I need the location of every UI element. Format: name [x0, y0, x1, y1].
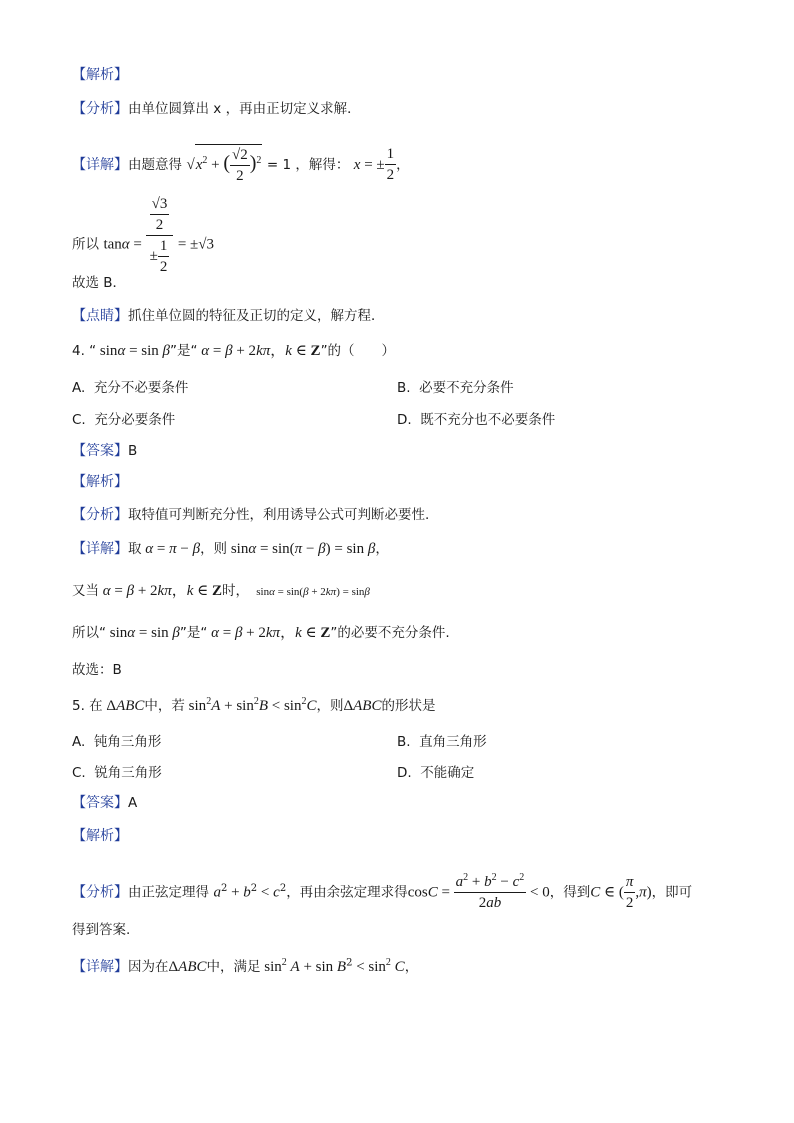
q4-stem: 4. “ sinα = sin β”是“ α = β + 2kπ，k ∈ Z”的（ ）	[72, 343, 396, 359]
q5-option-d: D. 不能确定	[397, 765, 475, 781]
q5-xiangjie: 【详解】因为在ΔABC中，满足 $\sin^2 A + \sin B^2 < \sin^2 C$，	[72, 957, 419, 975]
sqrt-expression: $√x^2$ + ( $\frac{√2}{2}$ )$^2$	[186, 157, 262, 173]
q4-xiangjie: 【详解】取 α = π − β，则 sinα = sin(π − β) = sin β，	[72, 541, 389, 557]
q5-stem: 5. 在 ΔABC中，若 $\sin^2A + \sin^2B < \sin^2C$，则ΔABC的形状是	[72, 696, 436, 714]
q5-answer: 【答案】A	[72, 795, 138, 811]
q5-option-b: B. 直角三角形	[397, 734, 487, 750]
q5-option-a: A. 钝角三角形	[72, 734, 162, 750]
q4-option-d: D. 既不充分也不必要条件	[397, 412, 556, 428]
jiexi-heading-2: 【解析】	[72, 474, 128, 490]
q4-guxuan: 故选：B	[72, 662, 122, 678]
q4-answer: 【答案】B	[72, 443, 138, 459]
q5-option-c: C. 锐角三角形	[72, 765, 162, 781]
q4-youdang: 又当 α = β + 2kπ，k ∈ Z时， sinα = sin(β + 2kπ) = sinβ	[72, 583, 370, 599]
q4-option-a: A. 充分不必要条件	[72, 380, 189, 396]
q5-fenxi: 【分析】由正弦定理得 $a^2 + b^2 < c^2$，再由余弦定理求得cosC = $\frac{a^2 + b^2 - c^2}{2ab}$ < 0，得到C ∈ ( $\frac{\pi}{2}$ ,π)，即可	[72, 872, 693, 911]
q3-dianjing: 【点睛】抓住单位圆的特征及正切的定义，解方程．	[72, 308, 385, 324]
jiexi-heading-3: 【解析】	[72, 828, 128, 844]
jiexi-heading-1: 【解析】	[72, 67, 128, 83]
q3-guxuan: 故选 B．	[72, 275, 127, 291]
q4-suoyi: 所以“ sinα = sin β”是“ α = β + 2kπ，k ∈ Z”的必要不充分条件.	[72, 625, 450, 641]
q3-fenxi: 【分析】由单位圆算出 x ，再由正切定义求解．	[72, 101, 361, 117]
q3-suoyi: 所以 tanα = $\frac{√3}{2}$ ± $\frac{1}{2}$ = ±√3	[72, 196, 214, 275]
q4-option-b: B. 必要不充分条件	[397, 380, 514, 396]
q5-fenxi-cont: 得到答案.	[72, 922, 131, 938]
q4-fenxi: 【分析】取特值可判断充分性，利用诱导公式可判断必要性.	[72, 507, 430, 523]
q4-option-c: C. 充分必要条件	[72, 412, 176, 428]
q3-xiangjie: 【详解】由题意得 $√x^2$ + ( $\frac{√2}{2}$ )$^2$ = 1 ，解得： x = ± $\frac{1}{2}$ ，	[72, 144, 410, 186]
